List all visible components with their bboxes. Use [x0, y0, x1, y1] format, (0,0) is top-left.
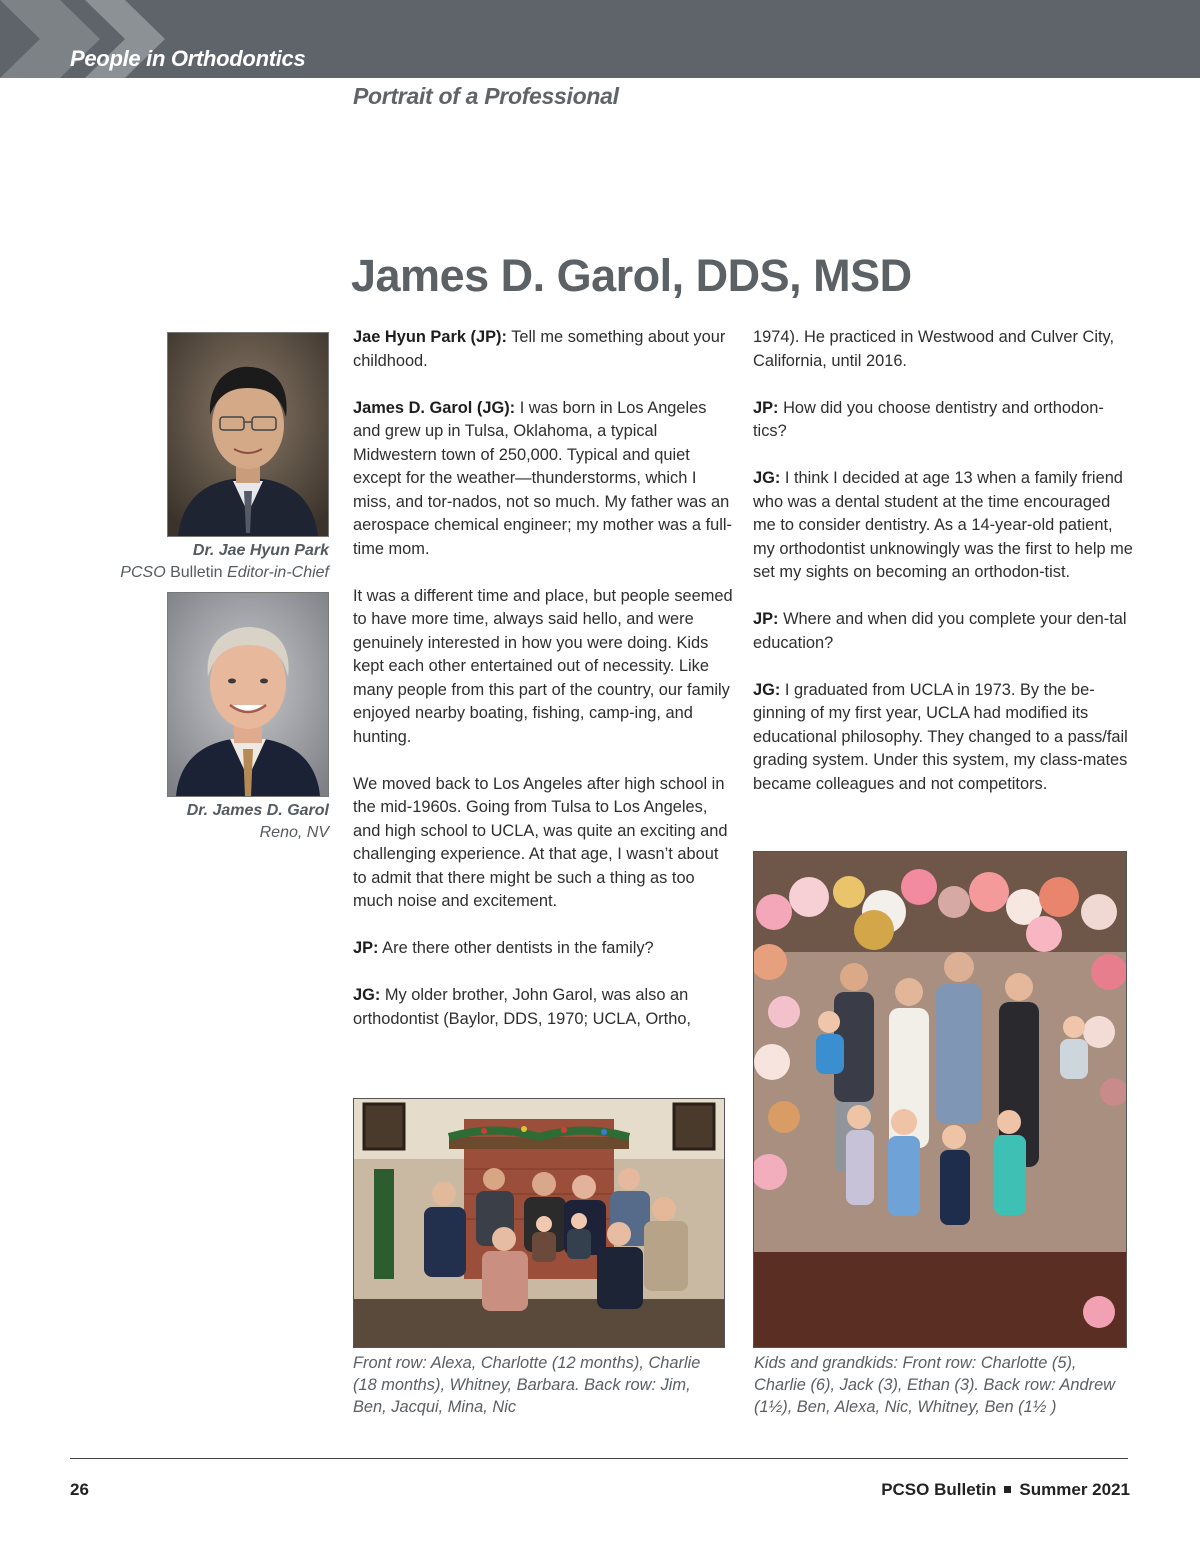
speaker: JP: — [753, 610, 779, 628]
portrait-location: Reno, NV — [259, 824, 329, 841]
portrait-park — [167, 332, 329, 537]
paragraph — [353, 397, 733, 562]
speaker: JG: — [353, 986, 381, 1004]
speaker: JP: — [353, 939, 379, 957]
portrait-role — [69, 562, 329, 584]
paragraph-text: 1974). He practiced in Westwood and Culver City, California, until 2016. — [753, 328, 1115, 370]
portrait-caption-garol — [69, 800, 329, 844]
publication-name: PCSO Bulletin — [881, 1480, 997, 1499]
article-title: James D. Garol, DDS, MSD — [351, 250, 912, 301]
paragraph — [753, 679, 1133, 797]
paragraph — [753, 397, 1133, 444]
family-photo-balloons — [753, 851, 1127, 1348]
paragraph-text: Are there other dentists in the family? — [382, 939, 654, 957]
paragraph-text: I was born in Los Angeles and grew up in Tulsa, Oklahoma, a typical Midwestern town of 250,000. Typical and quiet except for the weather—thunderstorms, which I miss, and tor-nados, not so much. My father was an aerospace chemical engineer; my mother was a full-time mom. — [353, 398, 732, 558]
paragraph — [353, 984, 733, 1031]
page-number: 26 — [70, 1480, 89, 1499]
paragraph — [753, 467, 1133, 585]
paragraph — [753, 326, 1133, 373]
photo-caption-balloons: Kids and grandkids: Front row: Charlotte (5), Charlie (6), Jack (3), Ethan (3). Back row: Andrew (1½), Ben, Alexa, Nic, Whitney, Ben (1½ ) — [754, 1354, 1116, 1416]
paragraph — [353, 773, 733, 914]
speaker: Jae Hyun Park (JP): — [353, 328, 507, 346]
family-photo-fireplace — [353, 1098, 725, 1348]
paragraph-text: It was a different time and place, but people seemed to have more time, always said hello, and were genuinely interested in how you were doing. Kids kept each other entertained out of necessity. Like many people from this part of the country, our family enjoyed nearby boating, fishing, camp-ing, and hunting. — [353, 586, 733, 746]
article-column-2 — [753, 326, 1133, 820]
separator-square-icon — [1004, 1486, 1011, 1493]
role-middle: Bulletin — [170, 564, 223, 581]
speaker: JG: — [753, 469, 781, 487]
paragraph-text: Tell me something about your childhood. — [353, 328, 726, 370]
article-subtitle: Portrait of a Professional — [353, 83, 619, 109]
role-prefix: PCSO — [120, 564, 166, 581]
issue-name: Summer 2021 — [1019, 1480, 1130, 1499]
paragraph-text: I graduated from UCLA in 1973. By the be-ginning of my first year, UCLA had modified its educational philosophy. They changed to a pass/fail grading system. Under this system, my class-mates became colleagues and not competitors. — [753, 680, 1128, 793]
portrait-caption-park — [69, 540, 329, 584]
paragraph — [353, 585, 733, 750]
role-suffix: Editor-in-Chief — [227, 564, 329, 581]
paragraph — [353, 937, 733, 961]
footer-publication — [881, 1480, 1130, 1500]
paragraph — [353, 326, 733, 373]
paragraph — [753, 608, 1133, 655]
article-column-1 — [353, 326, 733, 1055]
photo-caption-fireplace: Front row: Alexa, Charlotte (12 months), Charlie (18 months), Whitney, Barbara. Back row: Jim, Ben, Jacqui, Mina, Nic — [353, 1354, 701, 1416]
speaker: JG: — [753, 680, 781, 699]
speaker: JP: — [753, 398, 779, 417]
paragraph-text: How did you choose dentistry and orthodon-tics? — [753, 398, 1104, 440]
paragraph-text: My older brother, John Garol, was also an orthodontist (Baylor, DDS, 1970; UCLA, Ortho, — [353, 986, 691, 1028]
footer-divider — [70, 1458, 1128, 1459]
speaker: James D. Garol (JG): — [353, 398, 516, 417]
section-label: People in Orthodontics — [70, 46, 306, 71]
paragraph-text: We moved back to Los Angeles after high school in the mid-1960s. Going from Tulsa to Los Angeles, and high school to UCLA, was quite an exciting and challenging experience. At that age, I wasn’t about to admit that there might be such a thing as too much noise and excitement. — [353, 774, 728, 910]
portrait-name: Dr. James D. Garol — [186, 802, 329, 819]
paragraph-text: I think I decided at age 13 when a family friend who was a dental student at the time encouraged me to consider dentistry. As a 14-year-old patient, my orthodontist unknowingly was the first to help me set my sights on becoming an orthodon-tist. — [753, 469, 1133, 581]
paragraph-text: Where and when did you complete your den-tal education? — [753, 610, 1127, 652]
portrait-garol — [167, 592, 329, 797]
portrait-name: Dr. Jae Hyun Park — [192, 542, 329, 559]
